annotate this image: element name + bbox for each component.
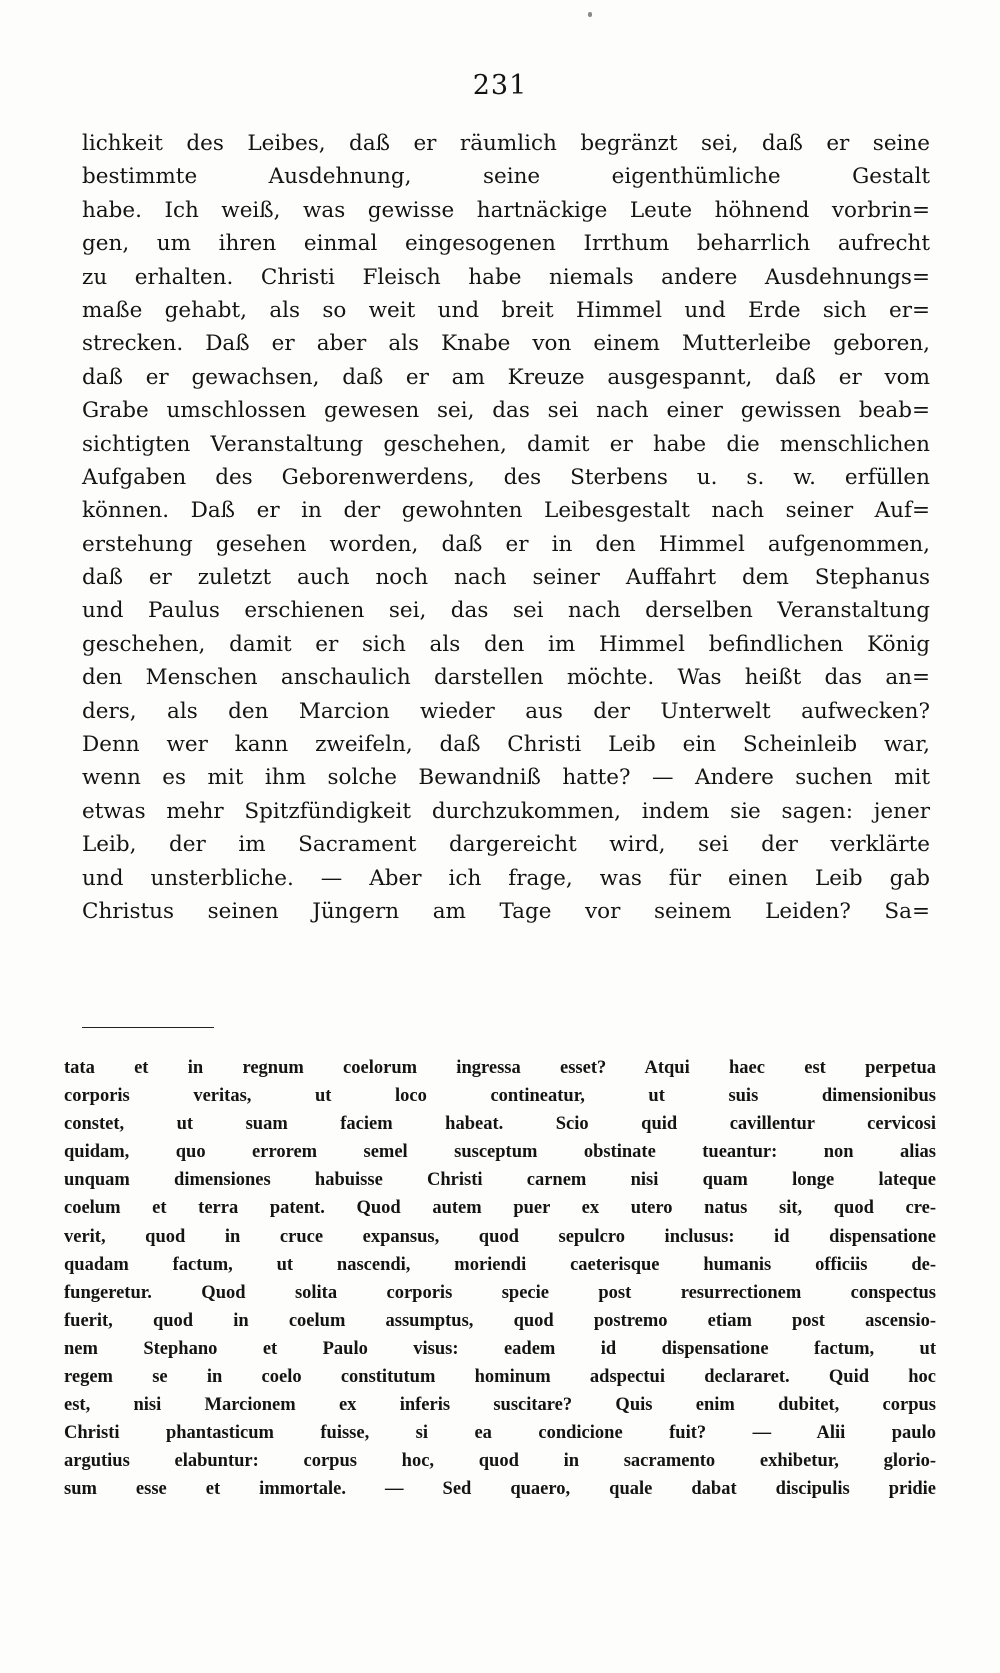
main-text-line: maße gehabt, als so weit und breit Himmel und Erde sich er= <box>82 297 930 323</box>
footnote-line: tata et in regnum coelorum ingressa esset? Atqui haec est perpetua <box>64 1058 936 1078</box>
main-text-line: Denn wer kann zweifeln, daß Christi Leib ein Scheinleib war, <box>82 732 930 758</box>
footnote-line: Christi phantasticum fuisse, si ea condicione fuit? — Alii paulo <box>64 1423 936 1444</box>
main-text <box>82 127 930 928</box>
footnote-line: fuerit, quod in coelum assumptus, quod postremo etiam post ascensio- <box>64 1310 936 1331</box>
page-number: 231 <box>472 70 528 101</box>
main-text-line: gen, um ihren einmal eingesogenen Irrthum beharrlich aufrecht <box>82 231 930 257</box>
footnote-line: constet, ut suam faciem habeat. Scio quid cavillentur cervicosi <box>64 1114 936 1135</box>
main-text-line: daß er zuletzt auch noch nach seiner Auffahrt dem Stephanus <box>82 565 930 591</box>
footnote-line: argutius elabuntur: corpus hoc, quod in sacramento exhibetur, glorio- <box>64 1451 936 1472</box>
main-text-line: bestimmte Ausdehnung, seine eigenthümliche Gestalt <box>82 164 930 190</box>
main-text-line: daß er gewachsen, daß er am Kreuze ausgespannt, daß er vom <box>82 364 930 390</box>
main-text-line: wenn es mit ihm solche Bewandniß hatte? — Andere suchen mit <box>82 765 930 791</box>
main-text-line: ders, als den Marcion wieder aus der Unterwelt aufwecken? <box>82 698 930 724</box>
footnote-line: quadam factum, ut nascendi, moriendi caeterisque humanis officiis de- <box>64 1254 936 1275</box>
main-text-line: Aufgaben des Geborenwerdens, des Sterbens u. s. w. erfüllen <box>82 464 930 490</box>
footnote-line: nem Stephano et Paulo visus: eadem id dispensatione factum, ut <box>64 1338 936 1359</box>
footnote-line: corporis veritas, ut loco contineatur, ut suis dimensionibus <box>64 1086 936 1107</box>
main-text-line: geschehen, damit er sich als den im Himmel befindlichen König <box>82 631 930 657</box>
main-text-line: etwas mehr Spitzfündigkeit durchzukommen, indem sie sagen: jener <box>82 798 930 824</box>
footnote-line: est, nisi Marcionem ex inferis suscitare? Quis enim dubitet, corpus <box>64 1395 936 1416</box>
footnote-line: quidam, quo errorem semel susceptum obstinate tueantur: non alias <box>64 1142 936 1163</box>
main-text-line: zu erhalten. Christi Fleisch habe niemals andere Ausdehnungs= <box>82 264 930 290</box>
main-text-line: und Paulus erschienen sei, das sei nach derselben Veranstaltung <box>82 598 930 624</box>
main-text-line: strecken. Daß er aber als Knabe von einem Mutterleibe geboren, <box>82 331 930 357</box>
ink-speck <box>588 12 592 17</box>
footnote-text <box>64 1054 936 1504</box>
main-text-line: und unsterbliche. — Aber ich frage, was für einen Leib gab <box>82 865 930 891</box>
footnote-line: verit, quod in cruce expansus, quod sepulcro inclusus: id dispensatione <box>64 1226 936 1247</box>
main-text-line: sichtigten Veranstaltung geschehen, damit er habe die menschlichen <box>82 431 930 457</box>
main-text-line: lichkeit des Leibes, daß er räumlich begränzt sei, daß er seine <box>82 131 930 156</box>
footnote-line: regem se in coelo constitutum hominum adspectui declararet. Quid hoc <box>64 1367 936 1388</box>
footnote-line: sum esse et immortale. — Sed quaero, quale dabat discipulis pridie <box>64 1479 936 1500</box>
footnote-line: coelum et terra patent. Quod autem puer ex utero natus sit, quod cre- <box>64 1198 936 1219</box>
footnote-divider <box>82 1027 214 1028</box>
main-text-line: habe. Ich weiß, was gewisse hartnäckige Leute höhnend vorbrin= <box>82 197 930 223</box>
main-text-line: den Menschen anschaulich darstellen möchte. Was heißt das an= <box>82 665 930 691</box>
main-text-line: Christus seinen Jüngern am Tage vor seinem Leiden? Sa= <box>82 898 930 924</box>
main-text-line: Grabe umschlossen gewesen sei, das sei nach einer gewissen beab= <box>82 398 930 424</box>
main-text-line: erstehung gesehen worden, daß er in den Himmel aufgenommen, <box>82 531 930 557</box>
footnote-line: unquam dimensiones habuisse Christi carnem nisi quam longe lateque <box>64 1170 936 1191</box>
main-text-line: können. Daß er in der gewohnten Leibesgestalt nach seiner Auf= <box>82 498 930 524</box>
main-text-line: Leib, der im Sacrament dargereicht wird, sei der verklärte <box>82 832 930 858</box>
footnote-line: fungeretur. Quod solita corporis specie post resurrectionem conspectus <box>64 1282 936 1303</box>
